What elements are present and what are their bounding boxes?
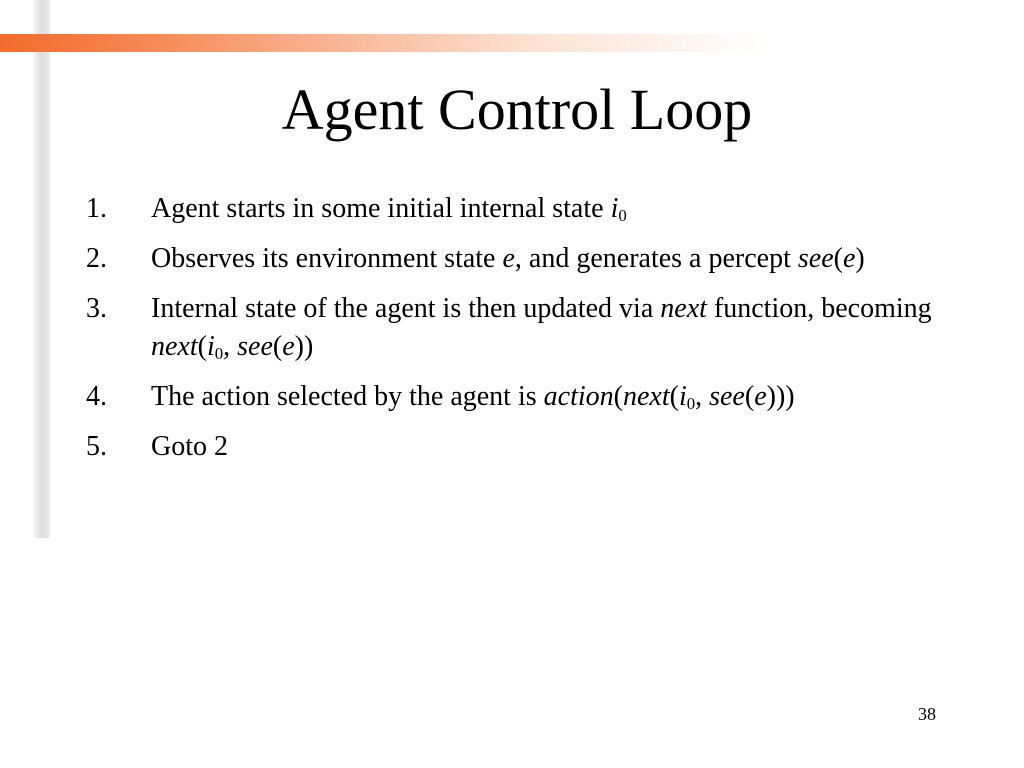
text-run: ( bbox=[613, 381, 623, 412]
subscript-text: 0 bbox=[618, 206, 627, 226]
list-item-text bbox=[151, 243, 865, 274]
italic-text: i bbox=[206, 331, 215, 362]
list-item bbox=[86, 378, 986, 416]
italic-text: i bbox=[678, 381, 687, 412]
text-run: Goto 2 bbox=[151, 431, 228, 462]
italic-text: see bbox=[709, 381, 745, 412]
text-run: Internal state of the agent is then updated via bbox=[151, 293, 661, 324]
list-item-number: 5. bbox=[86, 431, 107, 462]
italic-text: i bbox=[610, 193, 619, 224]
text-run: ( bbox=[197, 331, 207, 362]
list-item bbox=[86, 428, 986, 466]
list-item-text bbox=[151, 293, 932, 362]
list-item-number: 3. bbox=[86, 293, 107, 324]
text-run: ( bbox=[833, 243, 843, 274]
italic-text: next bbox=[622, 381, 670, 412]
text-run: , bbox=[695, 381, 710, 412]
italic-text: see bbox=[237, 331, 273, 362]
text-run: function, becoming bbox=[706, 293, 932, 324]
text-run: ( bbox=[744, 381, 755, 412]
numbered-list bbox=[86, 190, 986, 478]
subscript-text: 0 bbox=[214, 344, 224, 364]
italic-text: action bbox=[543, 381, 614, 412]
list-item-text bbox=[151, 381, 795, 412]
list-item-number: 1. bbox=[86, 193, 107, 224]
italic-text: e bbox=[842, 243, 856, 274]
text-run: ))) bbox=[766, 381, 795, 412]
decorative-horizontal-bar bbox=[0, 34, 770, 52]
text-run: , bbox=[223, 331, 238, 362]
text-run: The action selected by the agent is bbox=[151, 381, 544, 412]
text-run: Agent starts in some initial internal state bbox=[151, 193, 611, 224]
text-run: Observes its environment state bbox=[151, 243, 503, 274]
list-item-number: 4. bbox=[86, 381, 107, 412]
list-item bbox=[86, 290, 986, 366]
list-item-text bbox=[151, 193, 627, 224]
italic-text: e bbox=[502, 243, 515, 274]
subscript-text: 0 bbox=[686, 394, 696, 414]
text-run: ( bbox=[669, 381, 679, 412]
italic-text: next bbox=[660, 293, 707, 324]
italic-text: see bbox=[797, 243, 834, 274]
text-run: ( bbox=[272, 331, 283, 362]
slide-title: Agent Control Loop bbox=[281, 77, 753, 142]
list-item-number: 2. bbox=[86, 243, 107, 274]
page-number: 38 bbox=[918, 704, 936, 724]
italic-text: next bbox=[151, 331, 198, 362]
italic-text: e bbox=[282, 331, 295, 362]
list-item bbox=[86, 190, 986, 228]
list-item-text bbox=[151, 431, 228, 462]
text-run: , and generates a percept bbox=[514, 243, 798, 274]
italic-text: e bbox=[754, 381, 767, 412]
list-item bbox=[86, 240, 986, 278]
text-run: )) bbox=[294, 331, 314, 362]
text-run: ) bbox=[855, 243, 865, 274]
